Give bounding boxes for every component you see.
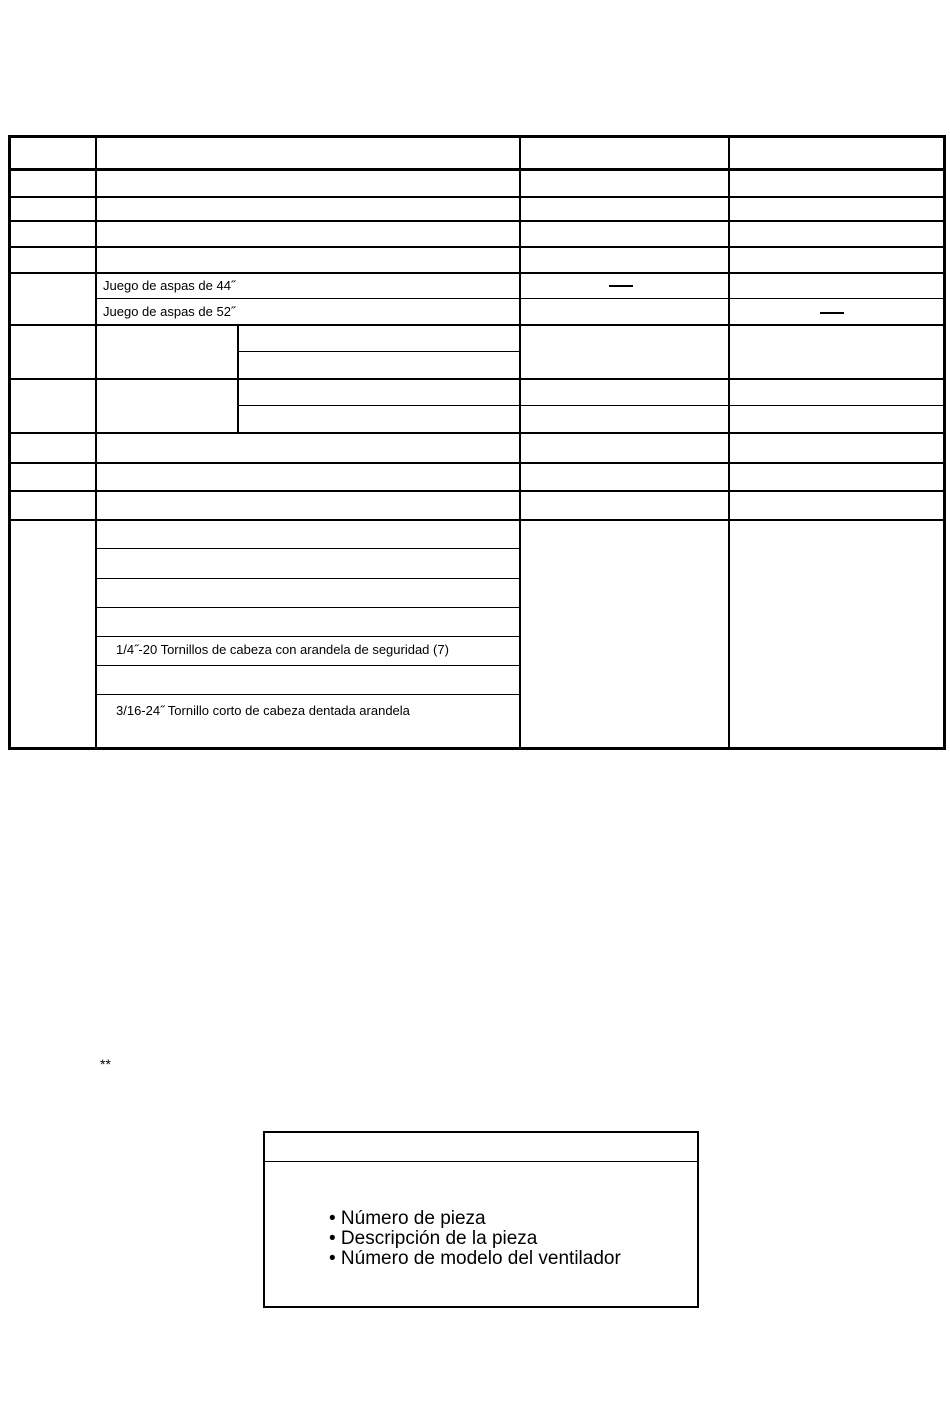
sub-row-divider xyxy=(96,636,520,637)
not-applicable-mark xyxy=(820,312,844,314)
sub-row-divider xyxy=(96,578,520,579)
row-divider xyxy=(8,490,946,492)
row-divider xyxy=(8,246,946,248)
row-divider xyxy=(8,462,946,464)
blade-set-52-label: Juego de aspas de 52˝ xyxy=(103,304,236,319)
sub-row-divider xyxy=(238,351,520,352)
hardware-screws-label: 3/16-24˝ Tornillo corto de cabeza dentada arandela xyxy=(116,703,410,718)
blade-set-44-label: Juego de aspas de 44˝ xyxy=(103,278,236,293)
inner-column-divider xyxy=(237,325,239,433)
sub-row-divider xyxy=(96,694,520,695)
column-divider xyxy=(519,135,521,750)
order-info-list xyxy=(329,1209,621,1269)
table-border-bottom xyxy=(8,747,946,750)
row-divider xyxy=(8,324,946,326)
footnote-marker: ** xyxy=(100,1056,111,1072)
row-divider xyxy=(8,272,946,274)
row-divider xyxy=(8,378,946,380)
table-border-right xyxy=(943,135,946,750)
hardware-screws-label: 1/4˝-20 Tornillos de cabeza con arandela de seguridad (7) xyxy=(116,642,449,657)
header-divider xyxy=(8,168,946,171)
list-item: • Número de pieza xyxy=(329,1208,486,1229)
sub-row-divider xyxy=(238,405,520,406)
column-divider xyxy=(95,135,97,750)
table-border-top xyxy=(8,135,946,138)
row-divider xyxy=(8,220,946,222)
order-info-box xyxy=(263,1131,699,1308)
sub-row-divider xyxy=(96,665,520,666)
sub-row-divider xyxy=(96,548,520,549)
not-applicable-mark xyxy=(609,285,633,287)
sub-row-divider xyxy=(520,405,944,406)
table-border-left xyxy=(8,135,11,750)
order-info-header-divider xyxy=(265,1161,697,1162)
list-item: • Número de modelo del ventilador xyxy=(329,1248,621,1269)
row-divider xyxy=(8,196,946,198)
column-divider xyxy=(728,135,730,750)
row-divider xyxy=(8,432,946,434)
row-divider xyxy=(8,519,946,521)
list-item: • Descripción de la pieza xyxy=(329,1228,538,1249)
sub-row-divider xyxy=(96,298,944,299)
sub-row-divider xyxy=(96,607,520,608)
